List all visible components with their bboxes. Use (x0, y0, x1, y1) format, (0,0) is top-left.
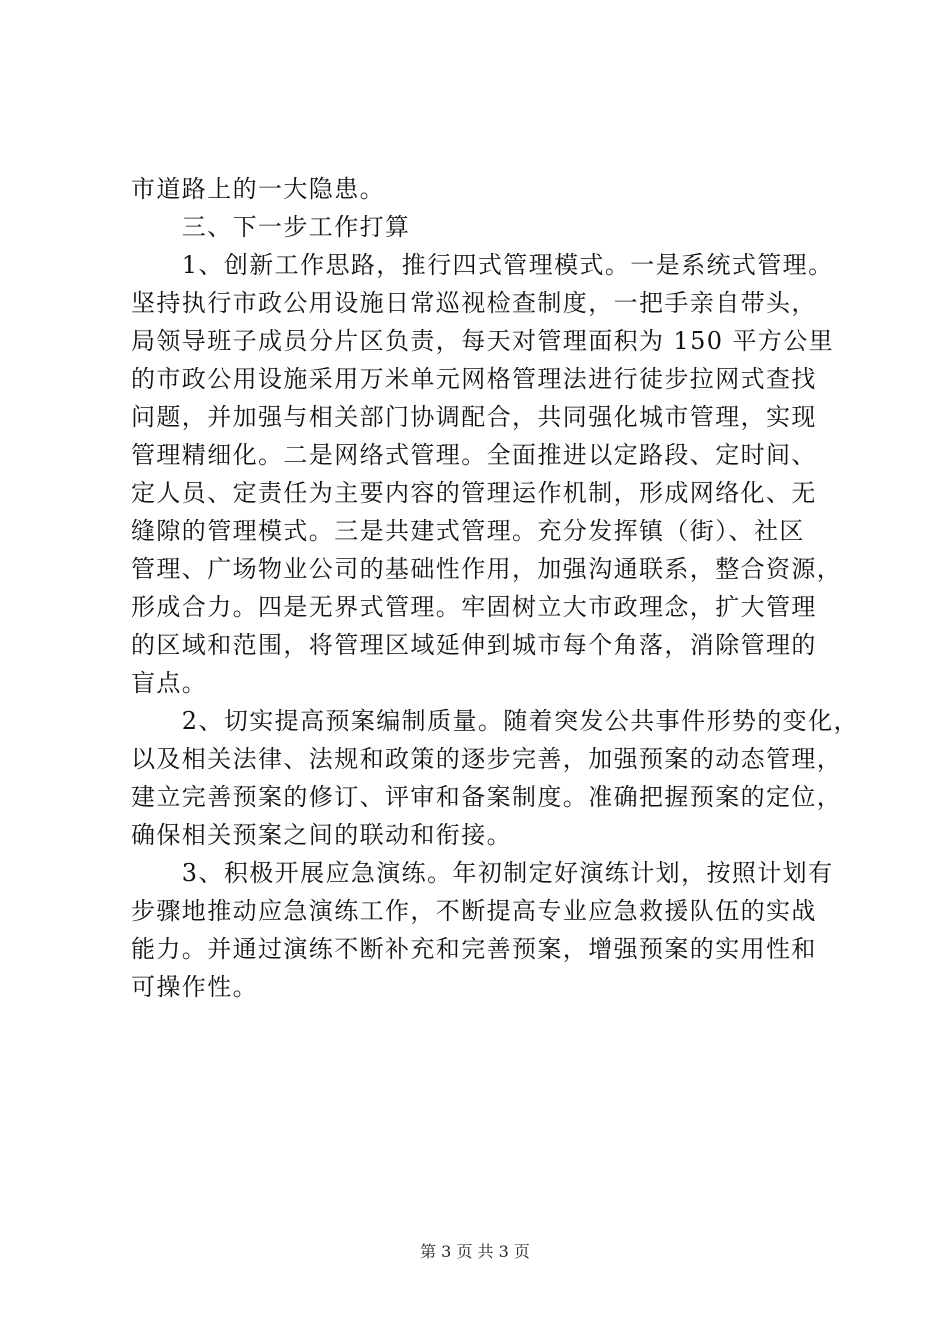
text-line: 步骤地推动应急演练工作，不断提高专业应急救援队伍的实战 (131, 897, 817, 925)
text-line: 定人员、定责任为主要内容的管理运作机制，形成网络化、无 (131, 479, 817, 507)
text-line: 管理、广场物业公司的基础性作用，加强沟通联系，整合资源， (131, 555, 843, 583)
text-line: 确保相关预案之间的联动和衔接。 (131, 821, 512, 849)
text-line: 管理精细化。二是网络式管理。全面推进以定路段、定时间、 (131, 441, 817, 469)
text-line: 局领导班子成员分片区负责，每天对管理面积为 150 平方公里 (131, 327, 835, 355)
text-line: 形成合力。四是无界式管理。牢固树立大市政理念，扩大管理 (131, 593, 817, 621)
text-line: 可操作性。 (131, 973, 258, 1001)
text-line: 2、切实提高预案编制质量。随着突发公共事件形势的变化， (131, 707, 859, 735)
text-line: 问题，并加强与相关部门协调配合，共同强化城市管理，实现 (131, 403, 817, 431)
text-line: 坚持执行市政公用设施日常巡视检查制度，一把手亲自带头， (131, 289, 817, 317)
section-heading: 三、下一步工作打算 (131, 213, 411, 241)
text-line: 3、积极开展应急演练。年初制定好演练计划，按照计划有 (131, 859, 834, 887)
text-line: 能力。并通过演练不断补充和完善预案，增强预案的实用性和 (131, 935, 817, 963)
text-line: 以及相关法律、法规和政策的逐步完善，加强预案的动态管理， (131, 745, 843, 773)
text-line: 的市政公用设施采用万米单元网格管理法进行徒步拉网式查找 (131, 365, 817, 393)
text-line: 1、创新工作思路，推行四式管理模式。一是系统式管理。 (131, 251, 834, 279)
text-line: 市道路上的一大隐患。 (131, 175, 385, 203)
text-line: 建立完善预案的修订、评审和备案制度。准确把握预案的定位， (131, 783, 843, 811)
text-line: 的区域和范围，将管理区域延伸到城市每个角落，消除管理的 (131, 631, 817, 659)
text-line: 盲点。 (131, 669, 208, 697)
text-line: 缝隙的管理模式。三是共建式管理。充分发挥镇（街）、社区 (131, 517, 805, 545)
page-number-footer: 第 3 页 共 3 页 (420, 1242, 530, 1261)
